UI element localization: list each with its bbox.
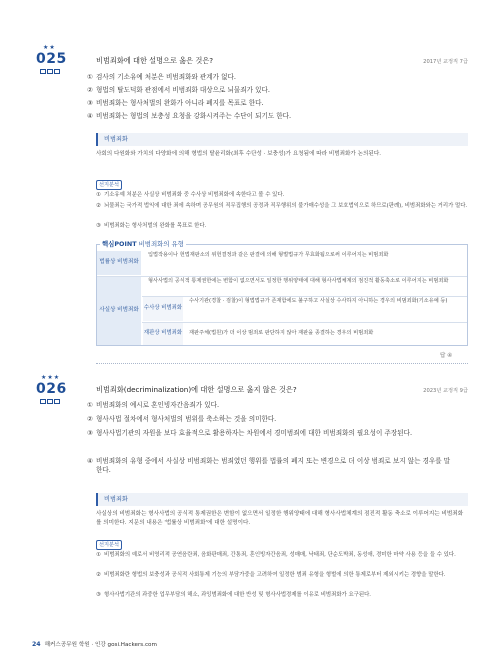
option-2[interactable]: ② 형법의 탈도덕화 관점에서 비범죄화 대상으로 뇌물죄가 있다.: [87, 86, 270, 94]
option-1[interactable]: ① 비범죄화의 예시로 혼인빙자간음죄가 있다.: [87, 401, 220, 409]
question-number: 025: [36, 51, 67, 67]
key-point-badge: 핵심POINT: [102, 240, 137, 248]
analysis-item: ③ 비범죄화는 형사처벌의 완화를 목표로 한다.: [96, 223, 207, 229]
type-desc-trial: 재판주체(법원)가 더 이상 범죄로 판단하지 않아 재판을 종결하는 경우의 비범죄화: [189, 330, 374, 336]
review-checkboxes[interactable]: [40, 399, 60, 404]
review-checkboxes[interactable]: [40, 69, 60, 74]
type-label-legal: 법률상 비범죄화: [97, 251, 141, 275]
key-point-title: 핵심POINT 비범죄화의 유형: [102, 240, 184, 248]
analysis-item: ② 비범죄화란 형법의 보충성과 공식적 사회통제 기능의 부담가중을 고려하여 일정한 범죄 유형을 형벌에 의한 통제로부터 제외시키는 경향을 말한다.: [96, 572, 446, 578]
option-3[interactable]: ③ 비범죄화는 형사처벌의 완화가 아니라 폐지를 목표로 한다.: [87, 99, 264, 107]
analysis-tag: 선지분석: [96, 180, 122, 190]
option-4[interactable]: ④ 비범죄화의 유형 중에서 사실상 비범죄화는 범죄였던 행위를 법률의 폐지 또는 변경으로 더 이상 범죄로 보지 않는 경우를 말한다.: [87, 457, 451, 475]
type-desc-investigation: 수사기관(경찰 · 검찰)이 형법법규가 존재함에도 불구하고 사실상 수사하지 아니하는 경우의 비범죄화(기소유예 등): [189, 298, 448, 304]
explanation-header: 비범죄화: [96, 133, 468, 146]
page-number: 24: [32, 641, 41, 648]
analysis-item: ① 비범죄화의 예로서 비영리적 공연음란죄, 음화판매죄, 간통죄, 혼인빙자간음죄, 성매매, 낙태죄, 단순도박죄, 동성애, 경미한 마약 사용 등을 들 수 있다.: [96, 552, 456, 558]
page-footer: [32, 640, 157, 648]
explanation-intro: 사실상의 비범죄화는 형사사법의 공식적 통제권한은 변함이 없으면서 일정한 행위양태에 대해 형사사법체계의 점진적 활동 축소로 이루어지는 비범죄화를 의미한다. 지문의 내용은 '법률상 비범죄화'에 대한 설명이다.: [96, 511, 464, 526]
question-title: 비범죄화에 대한 설명으로 옳은 것은?: [96, 56, 214, 65]
type-sublabel-investigation: 수사상 비범죄화: [143, 297, 183, 321]
analysis-item: ① 기소유예 처분은 사실상 비범죄화 중 수사상 비범죄화에 속한다고 볼 수 있다.: [96, 192, 285, 198]
type-desc-legal: 입법작용이나 헌법재판소의 위헌결정과 같은 판결에 의해 형벌법규가 무효화됨으로써 이루어지는 비범죄화: [148, 252, 389, 258]
type-label-de-facto: 사실상 비범죄화: [97, 277, 141, 345]
option-3[interactable]: ③ 형사사법기관의 자원을 보다 효율적으로 활용하자는 차원에서 경미범죄에 대한 비범죄화의 필요성이 주장된다.: [87, 429, 413, 437]
option-2[interactable]: ② 형사사법 절차에서 형사처벌의 범위를 축소하는 것을 의미한다.: [87, 415, 277, 423]
type-sublabel-trial: 재판상 비범죄화: [143, 323, 183, 345]
question-number: 026: [36, 381, 67, 397]
analysis-item: ③ 형사사법기관의 과중한 업무부담의 해소, 과잉범죄화에 대한 반성 및 형사사법경제를 이유로 비범죄화가 요구된다.: [96, 592, 372, 598]
analysis-tag: 선지분석: [96, 540, 122, 550]
type-desc-de-facto: 형사사법의 공식적 통제권한에는 변함이 없으면서도 일정한 행위양태에 대해 형사사법체계의 점진적 활동축소로 이루어지는 비범죄화: [148, 278, 449, 284]
answer-label: 답 ④: [440, 353, 453, 359]
footer-text: 해커스공무원 학원 · 인강 gosi.Hackers.com: [44, 642, 157, 648]
difficulty-stars: ★★★: [41, 374, 61, 381]
analysis-item: ② 뇌물죄는 국가적 법익에 대한 죄에 속하며 공무원의 직무집행의 공정과 직무행위의 불가매수성을 그 보호법익으로 하므로(판례), 비범죄화와는 거리가 멀다.: [96, 203, 468, 209]
question-title: 비범죄화(decriminalization)에 대한 설명으로 옳지 않은 것은?: [96, 385, 297, 394]
question-source: 2017년 교정직 7급: [423, 59, 468, 65]
question-source: 2023년 교정직 9급: [423, 388, 468, 394]
explanation-intro: 사회의 다원화와 가치의 다양화에 의해 형법의 탈윤리화(최후 수단성 · 보충성)가 요청됨에 따라 비범죄화가 논의된다.: [96, 151, 382, 157]
explanation-header: 비범죄화: [96, 493, 468, 506]
difficulty-stars: ★★: [43, 44, 56, 51]
option-1[interactable]: ① 검사의 기소유예 처분은 비범죄화와 관계가 없다.: [87, 73, 236, 81]
option-4[interactable]: ④ 비범죄화는 형법의 보충성 요청을 강화시켜주는 수단이 되기도 한다.: [87, 112, 292, 120]
